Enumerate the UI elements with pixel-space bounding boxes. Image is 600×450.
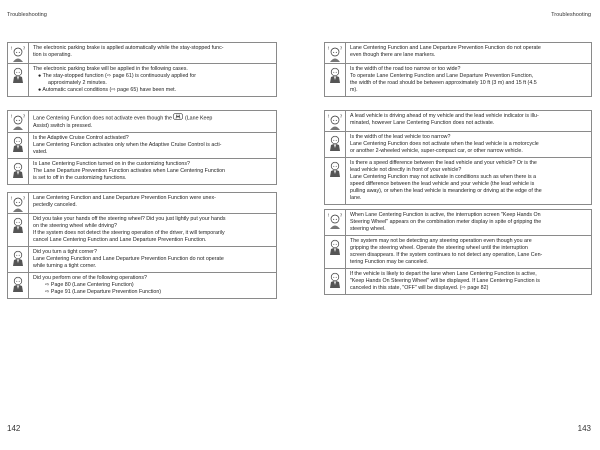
page-header: Troubleshooting [7,12,47,18]
confused-person-question-icon [10,113,26,131]
advisor-person-icon [327,238,343,256]
problem-text: Lane Centering Function does not activate even though the (Lane Keep Assist) switch is pressed. [29,111,276,132]
advisor-person-icon [327,160,343,178]
answer-text: If the vehicle is likely to depart the lane when Lane Centering Function is active, "Keep Hands On Steering Wheel" will be displayed. If Lane Centering Function is canceled in this state, "OFF" will be displayed. (⇨ page 82) [350,271,540,291]
answer-text: Is there a speed difference between the lead vehicle and your vehicle? Or is the lead vehicle not directly in front of your vehicle? Lane Centering Function may not activate in conditions such as when there is a speed difference between the lead vehicle and your vehicle (the lead vehicle is pulling away), or when the lead vehicle is meandering or driving at the edge of the lane. [350,160,542,201]
answer-text: Did you perform one of the following operations? ⇨ Page 80 (Lane Centering Function) ⇨ Page 91 (Lane Departure Prevention Function) [29,273,276,298]
page-number: 142 [7,424,21,433]
answer-row [8,246,276,272]
answer-row [325,157,591,204]
troubleshoot-block [7,42,277,97]
answer-row [325,235,591,268]
advisor-person-icon [10,216,26,234]
advisor-person-icon [10,161,26,179]
confused-person-question-icon [10,45,26,63]
page-reference-link[interactable]: ⇨ Page 80 (Lane Centering Function) [45,282,134,288]
problem-text: The electronic parking brake is applied automatically while the stay-stopped func- tion is operating. [33,45,224,58]
lane-keep-assist-switch-icon [173,113,183,123]
answer-text: The electronic parking brake will be applied in the following cases. ● The stay-stopped function (⇨ page 61) is continuously applied for approximately 2 minutes. ● Automatic cancel conditions (⇨ page 65) have been met. [33,66,197,93]
problem-text: When Lane Centering Function is active, the interruption screen "Keep Hands On Steering Wheel" appears on the combination meter display in spite of gripping the steering wheel. [350,212,542,232]
problem-text: A lead vehicle is driving ahead of my vehicle and the lead vehicle indicator is illu- minated, however Lane Centering Function does not activate. [350,113,539,126]
answer-row [8,63,276,96]
answer-row [8,158,276,184]
confused-person-question-icon [327,212,343,230]
right-page [300,0,600,450]
advisor-person-icon [327,271,343,289]
troubleshoot-block [324,209,592,295]
answer-row [8,272,276,298]
advisor-person-icon [327,66,343,84]
troubleshoot-block [7,110,277,185]
page-reference-link[interactable]: ⇨ Page 91 (Lane Departure Prevention Function) [45,289,162,295]
problem-text: Lane Centering Function and Lane Departure Prevention Function do not operate even though there are lane markers. [350,45,541,58]
confused-person-question-icon [10,195,26,213]
answer-row [8,213,276,246]
confused-person-question-icon [327,45,343,63]
troubleshoot-block [324,42,592,97]
answer-text: Is Lane Centering Function turned on in the customizing functions? The Lane Departure Prevention Function activates when Lane Centering Function is set to off in the customizing functions. [33,161,225,181]
answer-row [325,63,591,96]
problem-row [325,111,591,131]
problem-row [325,210,591,235]
advisor-person-icon [10,249,26,267]
advisor-person-icon [327,134,343,152]
answer-text: Is the width of the road too narrow or too wide? To operate Lane Centering Function and Lane Departure Prevention Function, the width of the road should be between approximately 10 ft (3 m) and 15 ft (4.5 m). [350,66,537,93]
problem-row [325,43,591,63]
confused-person-question-icon [327,113,343,131]
answer-row [325,131,591,157]
answer-row [8,132,276,158]
advisor-person-icon [10,135,26,153]
answer-text: Did you turn a tight corner? Lane Centering Function and Lane Departure Prevention Function do not operate while turning a tight corner. [33,249,224,269]
troubleshoot-block [7,192,277,299]
problem-text: Lane Centering Function and Lane Departure Prevention Function were unex- pectedly canceled. [33,195,216,208]
answer-text: The system may not be detecting any steering operation even though you are gripping the steering wheel. Operate the steering wheel until the interruption screen disappears. If the system continues to not detect any operation, Lane Cen- tering Function may be canceled. [350,238,543,265]
problem-row [8,193,276,213]
answer-text: Did you take your hands off the steering wheel? Did you just lightly put your hands on the steering wheel while driving? If the system does not detect the steering operation of the driver, it will temporarily cancel Lane Centering Function and Lane Departure Prevention Function. [33,216,226,243]
problem-row [8,111,276,132]
page-header: Troubleshooting [551,12,591,18]
problem-row [8,43,276,63]
page-number: 143 [577,424,591,433]
answer-text: Is the Adaptive Cruise Control activated? Lane Centering Function activates only when the Adaptive Cruise Control is acti- vated. [33,135,222,155]
troubleshoot-block [324,110,592,205]
answer-text: Is the width of the lead vehicle too narrow? Lane Centering Function does not activate when the lead vehicle is a motorcycle or another 2-wheeled vehicle, super-compact car, or other narrow vehicle. [350,134,539,154]
answer-row [325,268,591,294]
advisor-person-icon [10,66,26,84]
advisor-person-icon [10,275,26,293]
